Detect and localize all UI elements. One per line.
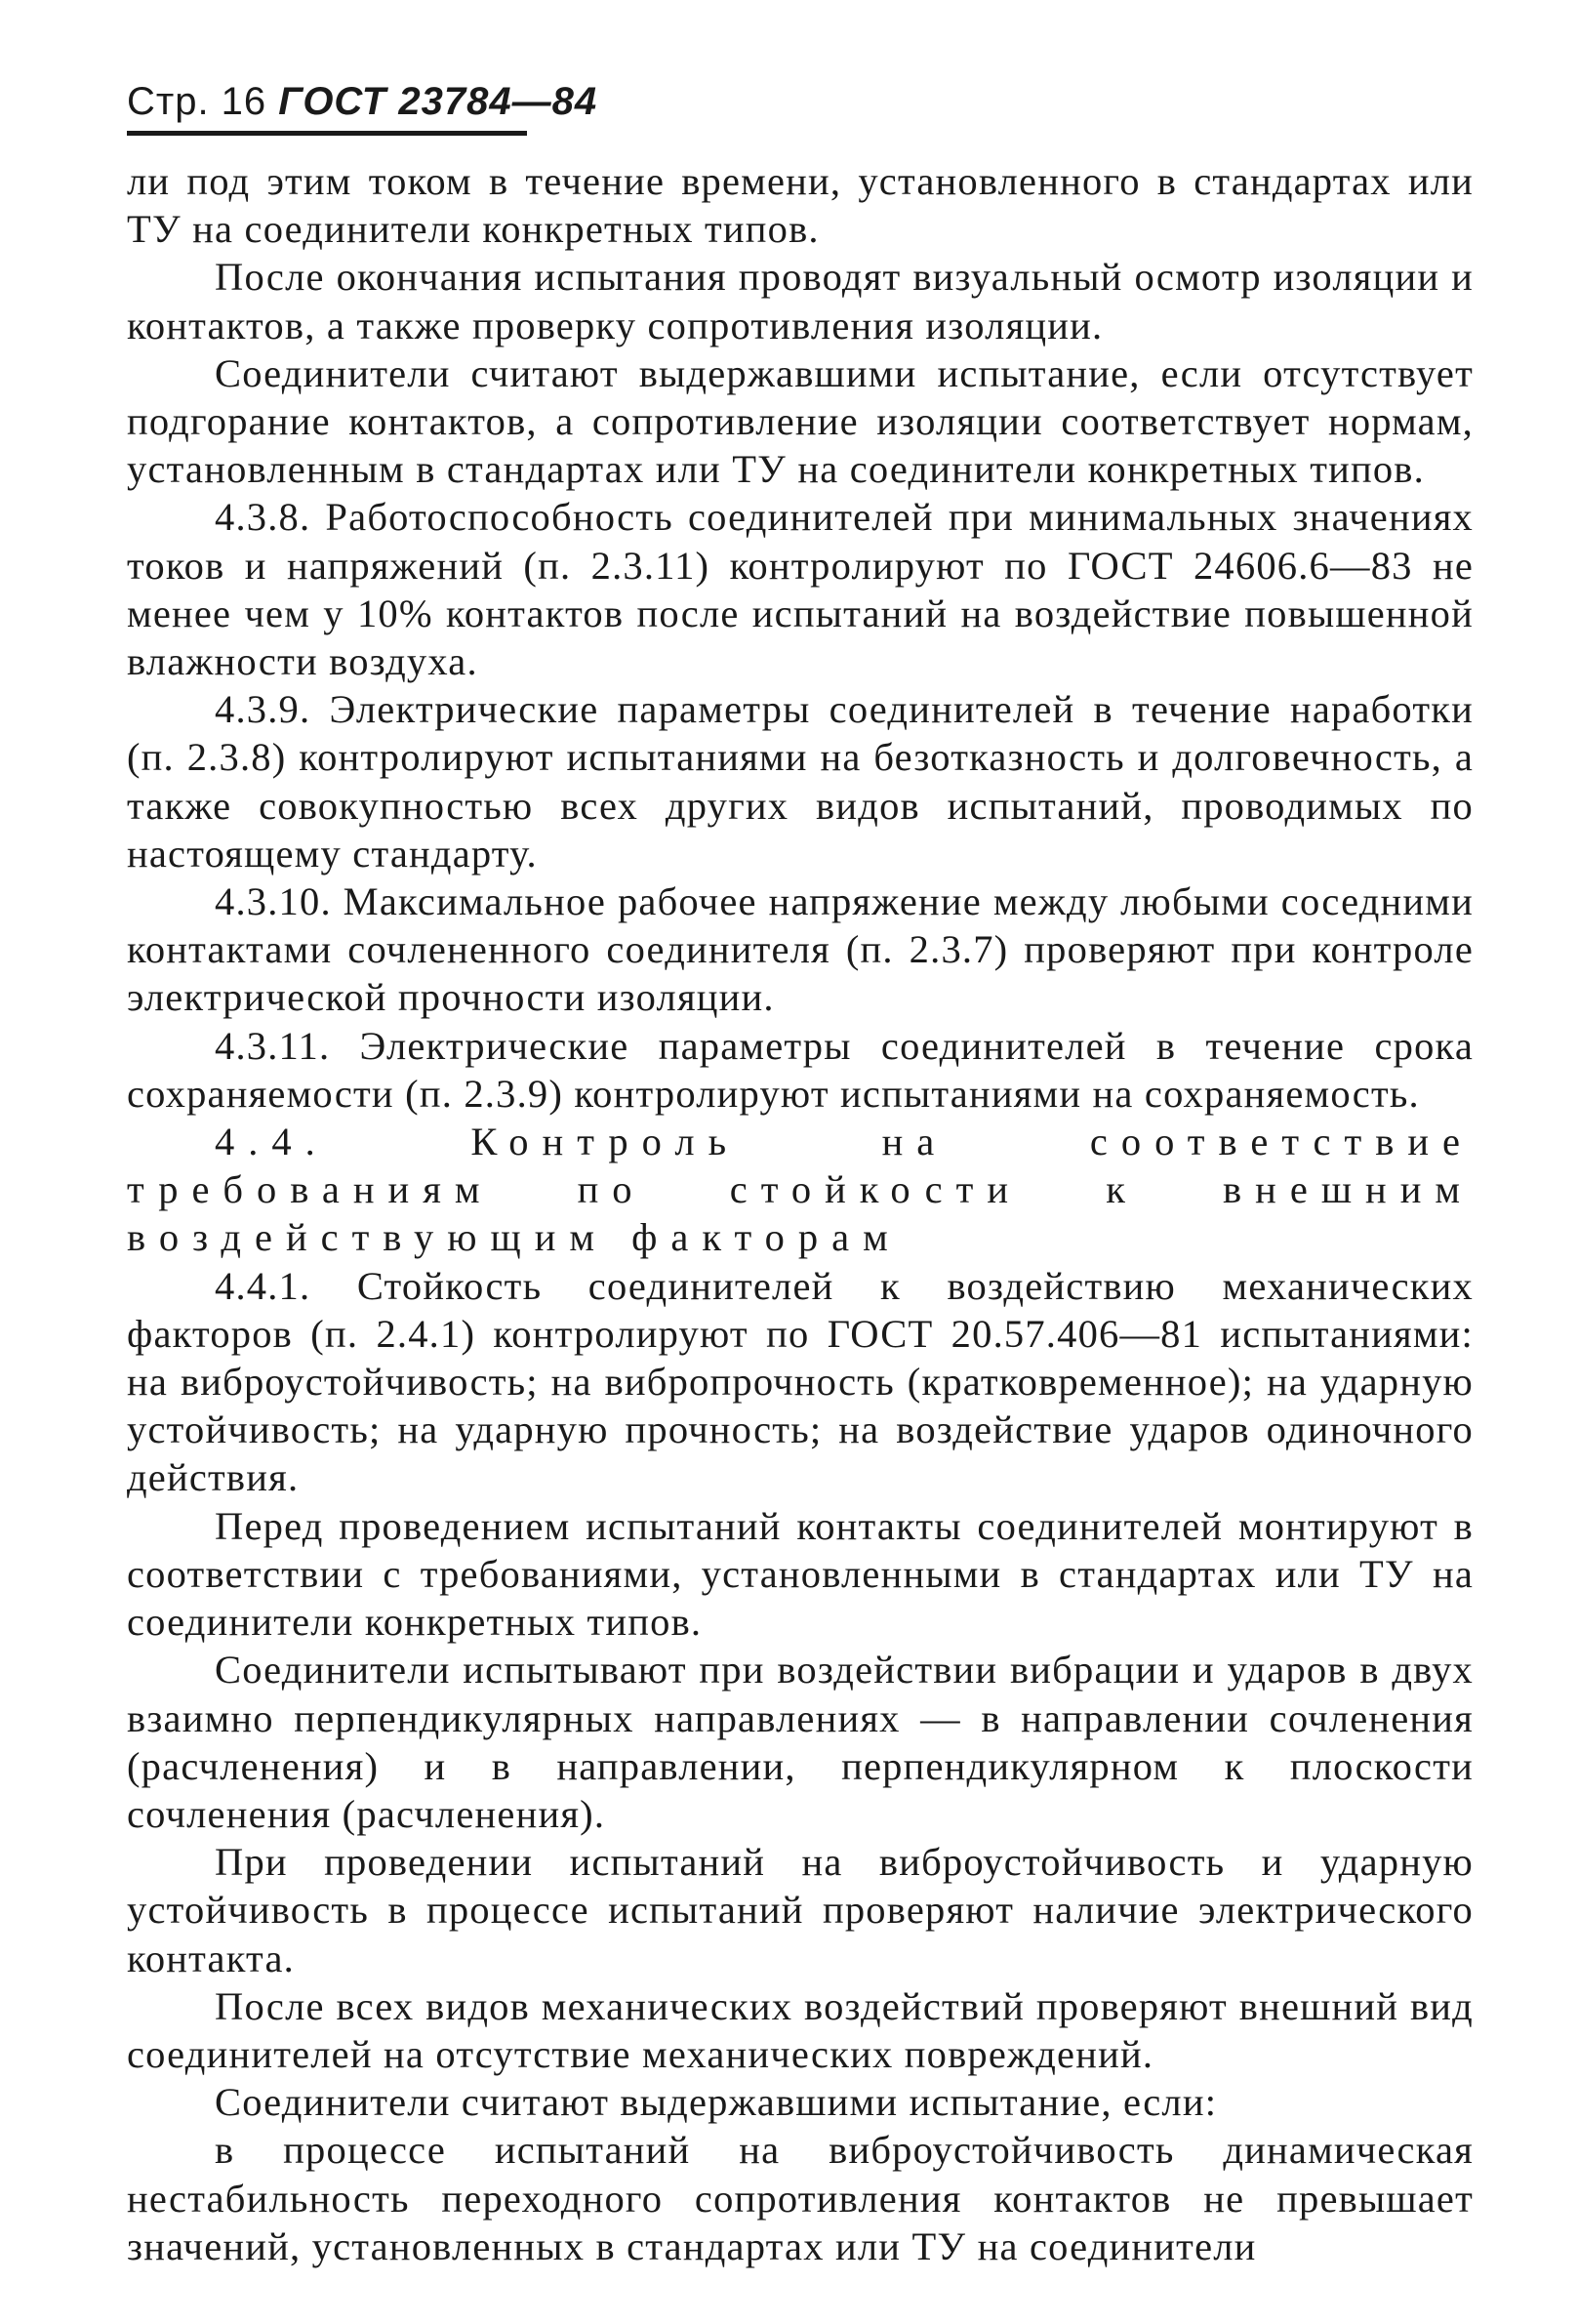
paragraph: После окончания испытания проводят визуальный осмотр изоляции и контактов, а также проверку сопротивления изоляции. bbox=[127, 255, 1474, 347]
body-text bbox=[127, 157, 1474, 2270]
clause-4-3-8: 4.3.8. Работоспособность соединителей при минимальных значениях токов и напряжений (п. 2.3.11) контролируют по ГОСТ 24606.6—83 не менее чем у 10% контактов после испытаний на воздействие повышенной влажности воздуха. bbox=[127, 495, 1474, 684]
paragraph: После всех видов механических воздействий проверяют внешний вид соединителей на отсутствие механических повреждений. bbox=[127, 1983, 1474, 2076]
paragraph-continuation: ли под этим током в течение времени, установленного в стандартах или ТУ на соединители конкретных типов. bbox=[127, 159, 1474, 252]
standard-designation: ГОСТ 23784—84 bbox=[278, 80, 598, 123]
clause-4-3-9: 4.3.9. Электрические параметры соединителей в течение наработки (п. 2.3.8) контролируют испытаниями на безотказность и долговечность, а также совокупностью всех других видов испытаний, проводимых по настоящему стандарту. bbox=[127, 687, 1474, 876]
document-page bbox=[127, 78, 1474, 2270]
paragraph: Соединители испытывают при воздействии вибрации и ударов в двух взаимно перпендикулярных направлениях — в направлении сочленения (расчленения) и в направлении, перпендикулярном к плоскости сочленения (расчленения). bbox=[127, 1648, 1474, 1836]
clause-4-4-1: 4.4.1. Стойкость соединителей к воздействию механических факторов (п. 2.4.1) контролируют по ГОСТ 20.57.406—81 испытаниями: на виброустойчивость; на вибропрочность (кратковременное); на ударную устойчивость; на ударную прочность; на воздействие ударов одиночного действия. bbox=[127, 1263, 1474, 1500]
clause-4-3-11: 4.3.11. Электрические параметры соединителей в течение срока сохраняемости (п. 2.3.9) контролируют испытаниями на сохраняемость. bbox=[127, 1023, 1474, 1116]
page-number: Стр. 16 bbox=[127, 80, 267, 123]
running-head bbox=[127, 78, 598, 136]
paragraph: При проведении испытаний на виброустойчивость и ударную устойчивость в процессе испытаний проверяют наличие электрического контакта. bbox=[127, 1840, 1474, 1980]
paragraph: Перед проведением испытаний контакты соединителей монтируют в соответствии с требованиями, установленными в стандартах или ТУ на соединители конкретных типов. bbox=[127, 1503, 1474, 1645]
paragraph: Соединители считают выдержавшими испытание, если: bbox=[215, 2080, 1218, 2125]
paragraph: Соединители считают выдержавшими испытание, если отсутствует подгорание контактов, а сопротивление изоляции соответствует нормам, установленным в стандартах или ТУ на соединители конкретных типов. bbox=[127, 350, 1474, 492]
paragraph: в процессе испытаний на виброустойчивость динамическая нестабильность переходного сопротивления контактов не превышает значений, установленных в стандартах или ТУ на соединители bbox=[127, 2128, 1474, 2268]
clause-4-3-10: 4.3.10. Максимальное рабочее напряжение между любыми соседними контактами сочлененного соединителя (п. 2.3.7) проверяют при контроле электрической прочности изоляции. bbox=[127, 879, 1474, 1020]
section-heading-4-4: 4.4. Контроль на соответствие требованиям по стойкости к внешним воздействующим факторам bbox=[127, 1120, 1474, 1260]
